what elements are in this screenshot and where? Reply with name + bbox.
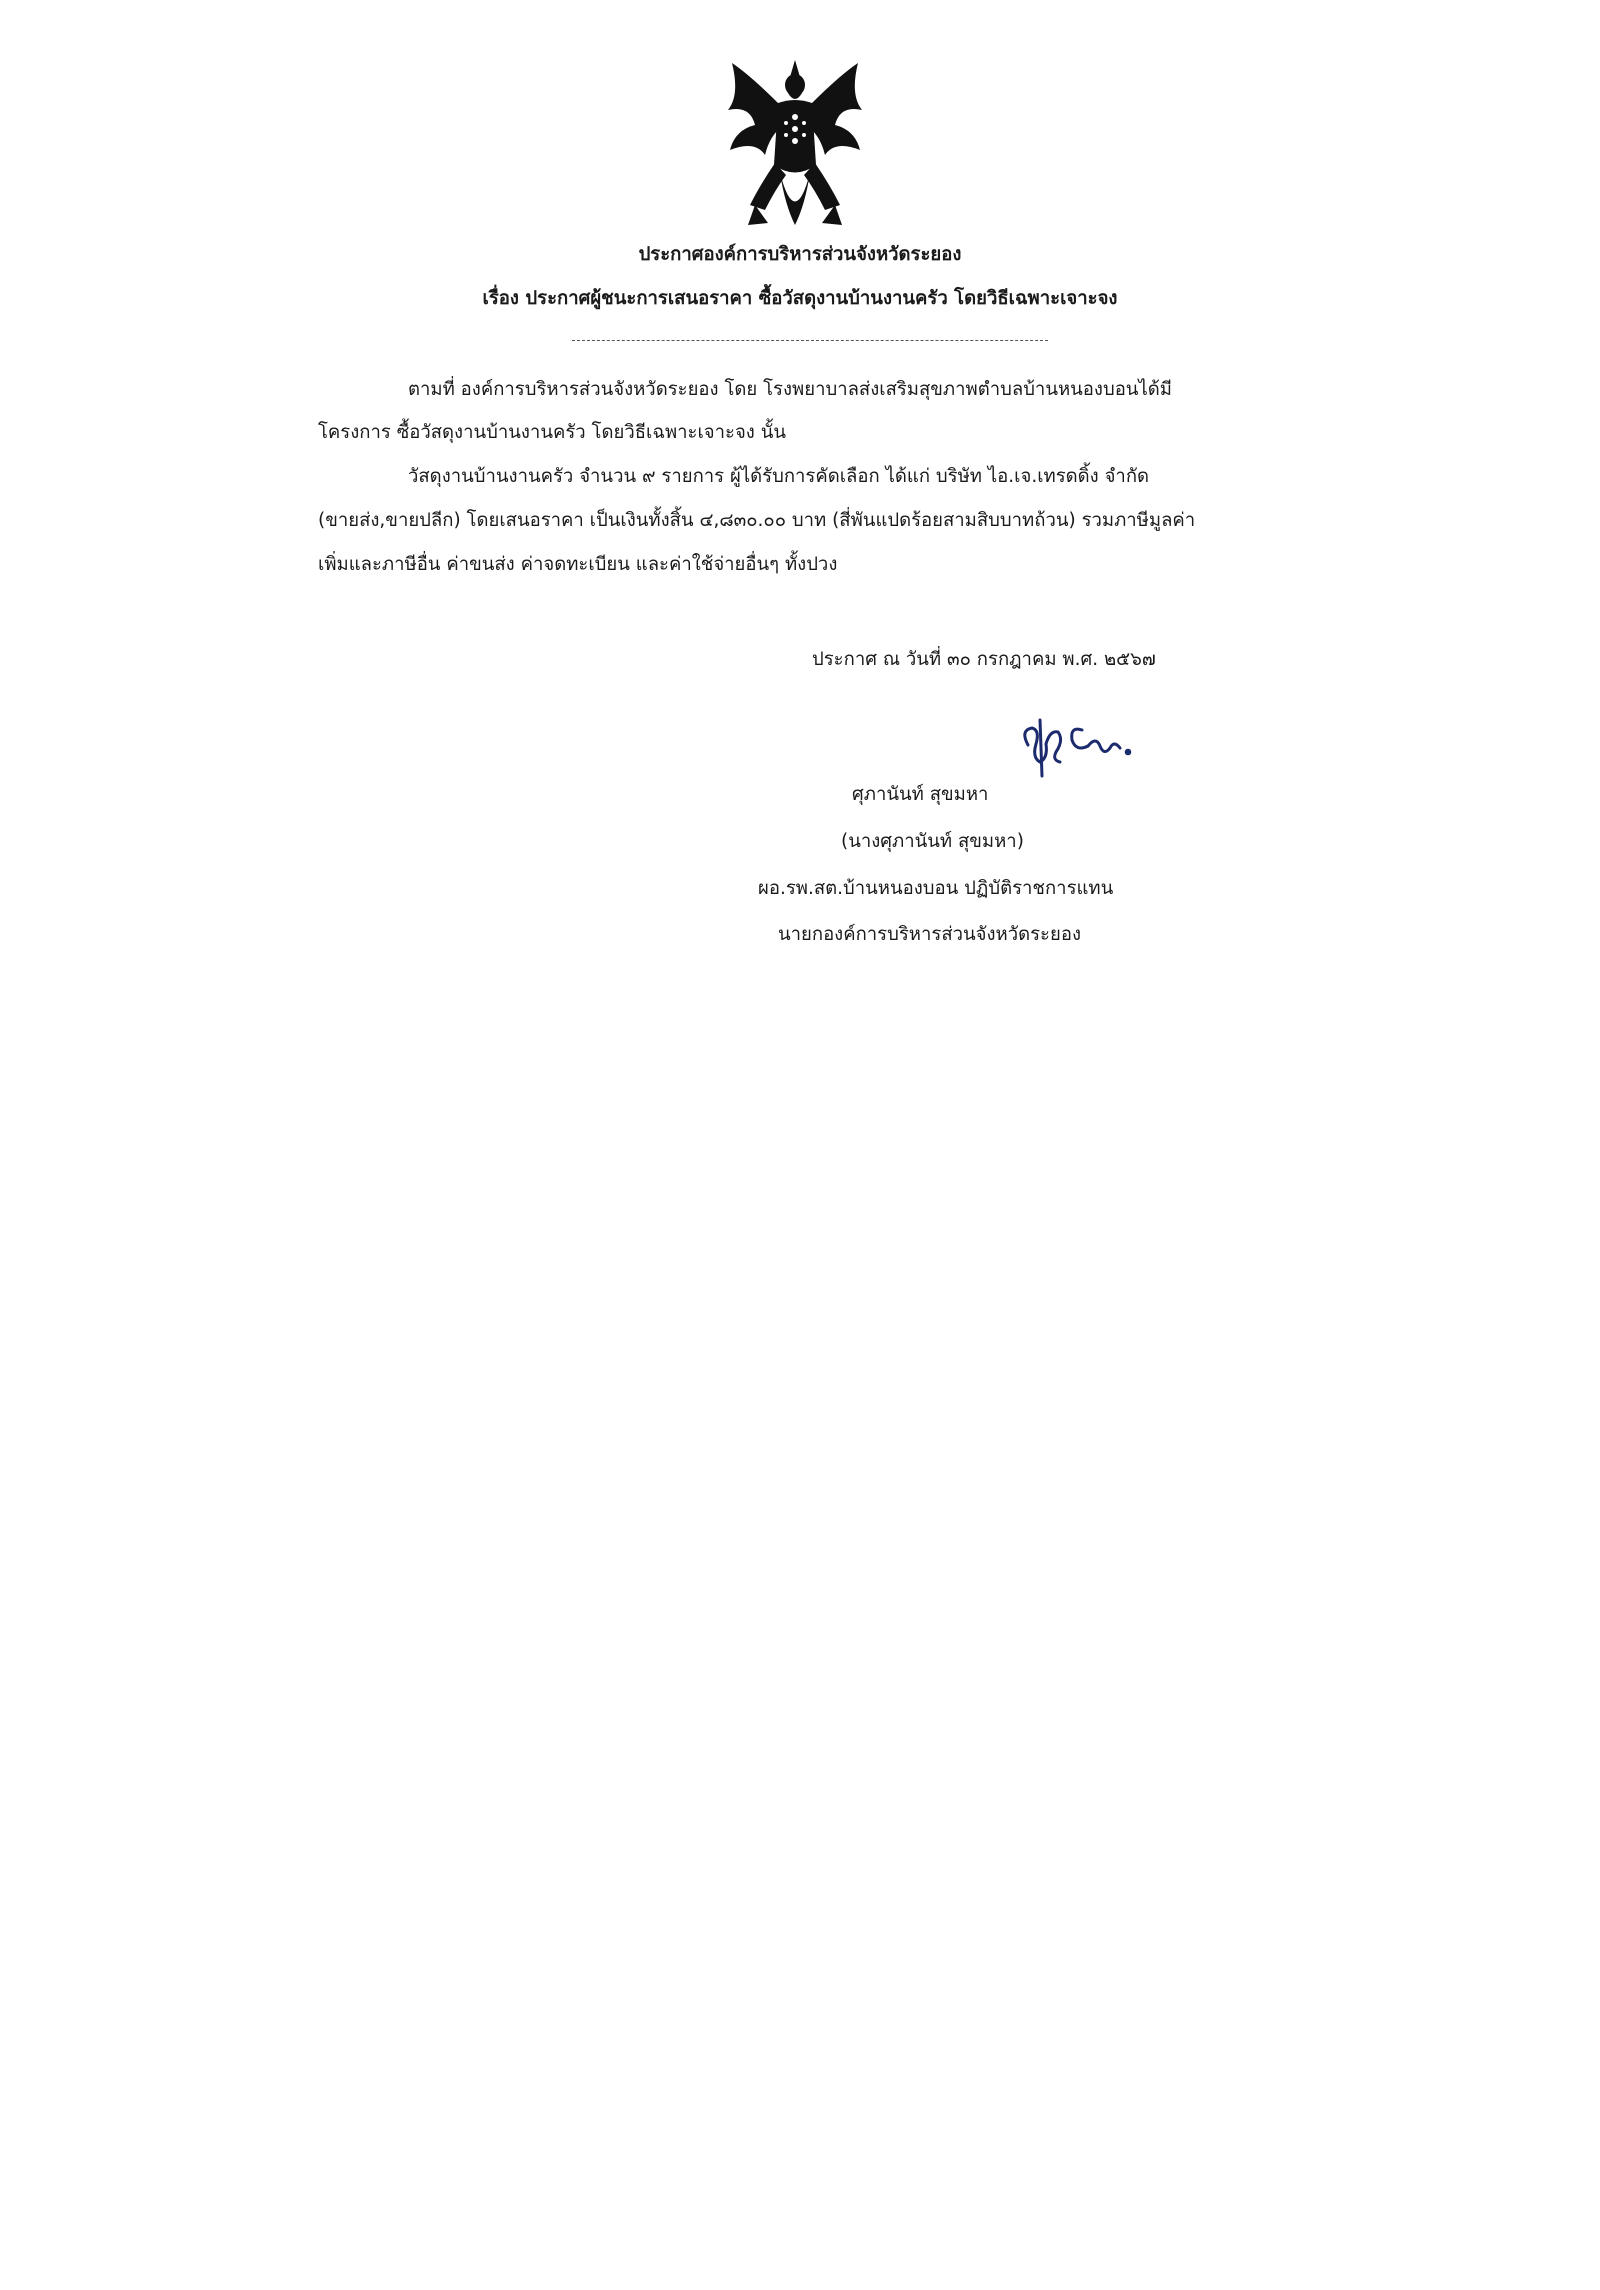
paragraph-2-line-1: วัสดุงานบ้านงานครัว จำนวน ๙ รายการ ผู้ได้รับการคัดเลือก ได้แก่ บริษัท ไอ.เจ.เทรดดิ้ง จำกัด xyxy=(408,466,1150,487)
announcement-date: ประกาศ ณ วันที่ ๓๐ กรกฎาคม พ.ศ. ๒๕๖๗ xyxy=(812,649,1156,670)
announcement-subject: เรื่อง ประกาศผู้ชนะการเสนอราคา ซื้อวัสดุงานบ้านงานครัว โดยวิธีเฉพาะเจาะจง xyxy=(482,288,1118,309)
signer-name: ศุภานันท์ สุขมหา xyxy=(852,784,989,805)
garuda-emblem-icon xyxy=(720,55,870,240)
paragraph-1-line-1: ตามที่ องค์การบริหารส่วนจังหวัดระยอง โดย โรงพยาบาลส่งเสริมสุขภาพตำบลบ้านหนองบอนได้มี xyxy=(408,379,1172,400)
announcement-title: ประกาศองค์การบริหารส่วนจังหวัดระยอง xyxy=(638,244,962,265)
handwritten-signature-icon xyxy=(1010,700,1140,780)
paragraph-2-line-3: เพิ่มและภาษีอื่น ค่าขนส่ง ค่าจดทะเบียน และค่าใช้จ่ายอื่นๆ ทั้งปวง xyxy=(318,554,838,575)
signer-full-name: (นางศุภานันท์ สุขมหา) xyxy=(841,831,1024,852)
title-divider xyxy=(572,340,1048,341)
signer-position-line-2: นายกองค์การบริหารส่วนจังหวัดระยอง xyxy=(778,924,1081,945)
paragraph-2-line-2: (ขายส่ง,ขายปลีก) โดยเสนอราคา เป็นเงินทั้งสิ้น ๔,๘๓๐.๐๐ บาท (สี่พันแปดร้อยสามสิบบาทถ้วน) รวมภาษีมูลค่า xyxy=(318,510,1196,531)
signer-position-line-1: ผอ.รพ.สต.บ้านหนองบอน ปฏิบัติราชการแทน xyxy=(758,878,1114,899)
paragraph-1-line-2: โครงการ ซื้อวัสดุงานบ้านงานครัว โดยวิธีเฉพาะเจาะจง นั้น xyxy=(318,422,786,443)
